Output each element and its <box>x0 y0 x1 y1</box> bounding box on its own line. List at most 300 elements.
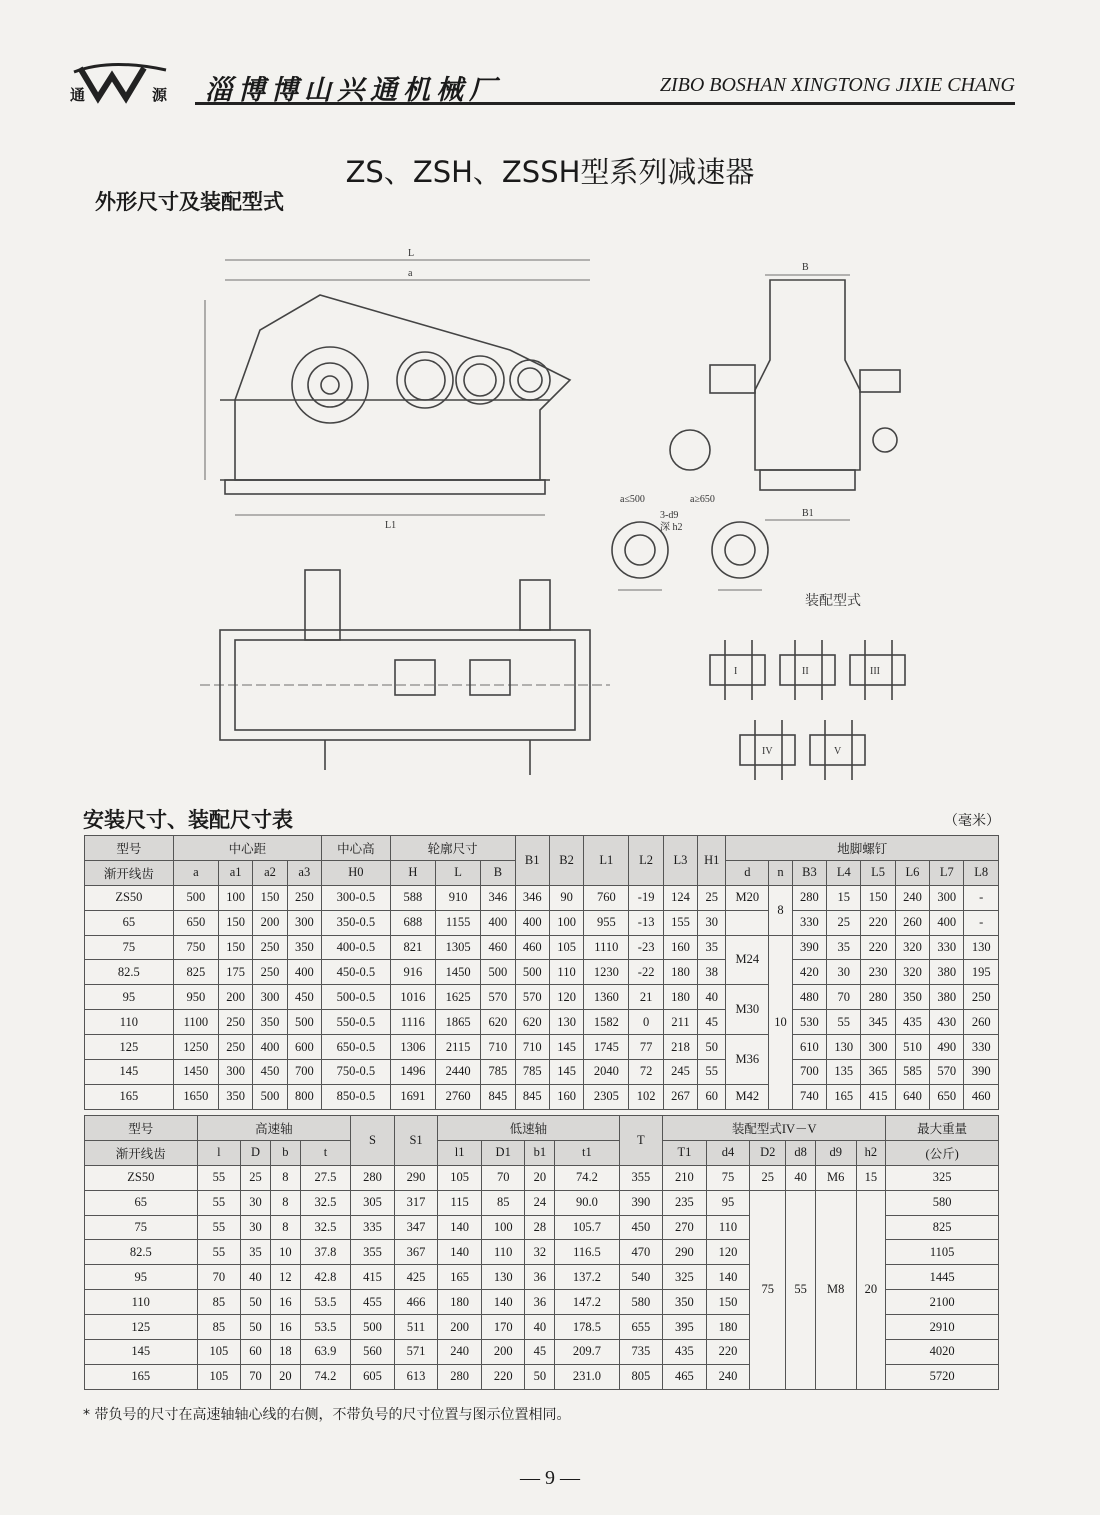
table-cell: 220 <box>481 1364 525 1389</box>
table-cell: -22 <box>629 960 663 985</box>
table-cell: 180 <box>706 1315 750 1340</box>
table-cell: 916 <box>390 960 435 985</box>
table-cell: 250 <box>287 885 321 910</box>
table-cell: 55 <box>786 1190 816 1389</box>
table-cell: 270 <box>663 1215 707 1240</box>
table-cell: 211 <box>663 1010 697 1035</box>
table-cell: 37.8 <box>300 1240 350 1265</box>
header-high-speed-shaft: 高速轴 <box>197 1116 351 1141</box>
table-cell: 16 <box>270 1315 300 1340</box>
table-cell: 710 <box>515 1035 549 1060</box>
table-cell: 165 <box>827 1084 861 1109</box>
table-cell: 335 <box>351 1215 395 1240</box>
table-cell: 1625 <box>435 985 480 1010</box>
table-cell: 2440 <box>435 1060 480 1085</box>
table-cell: 1745 <box>584 1035 629 1060</box>
table-cell: 45 <box>525 1340 555 1365</box>
table-cell: 180 <box>663 960 697 985</box>
table-cell: 550-0.5 <box>321 1010 390 1035</box>
table-cell: 85 <box>197 1315 241 1340</box>
table-cell: 55 <box>197 1165 241 1190</box>
subheader-cell: t1 <box>555 1140 619 1165</box>
table-cell: 260 <box>964 1010 999 1035</box>
front-view <box>205 260 590 515</box>
table-cell: 36 <box>525 1290 555 1315</box>
table-cell: 8 <box>769 885 792 935</box>
table-cell: 100 <box>218 885 252 910</box>
table-cell: 125 <box>85 1035 174 1060</box>
table-cell: 230 <box>861 960 895 985</box>
table-cell: 10 <box>270 1240 300 1265</box>
table-cell: 72 <box>629 1060 663 1085</box>
table-cell: 110 <box>706 1215 750 1240</box>
table-cell <box>726 910 769 935</box>
table-row <box>85 985 999 1010</box>
header-L2: L2 <box>629 836 663 886</box>
table-cell: 260 <box>895 910 929 935</box>
subheader-cell: H <box>390 860 435 885</box>
svg-text:L: L <box>408 248 415 259</box>
table-cell: 32 <box>525 1240 555 1265</box>
table-cell: 220 <box>861 910 895 935</box>
table-cell: 345 <box>861 1010 895 1035</box>
table-cell: 1230 <box>584 960 629 985</box>
table-cell: 210 <box>663 1165 707 1190</box>
table-cell: 18 <box>270 1340 300 1365</box>
mount-type-5: V <box>834 746 842 757</box>
table-cell: 325 <box>886 1165 999 1190</box>
table-cell: 300 <box>253 985 287 1010</box>
table-cell: 1650 <box>173 1084 218 1109</box>
table-cell: 120 <box>549 985 583 1010</box>
table-cell: 250 <box>964 985 999 1010</box>
table-cell: 25 <box>698 885 726 910</box>
table-cell: 613 <box>394 1364 438 1389</box>
table-cell: 605 <box>351 1364 395 1389</box>
table-cell: 100 <box>549 910 583 935</box>
mount-type-3: III <box>870 666 880 677</box>
table-cell: 74.2 <box>555 1165 619 1190</box>
table-cell: 53.5 <box>300 1315 350 1340</box>
header-L3: L3 <box>663 836 697 886</box>
table-cell: - <box>964 885 999 910</box>
table-cell: 36 <box>525 1265 555 1290</box>
table-cell: 540 <box>619 1265 663 1290</box>
table-cell: 250 <box>218 1035 252 1060</box>
table-cell: 400 <box>287 960 321 985</box>
company-logo-icon <box>70 62 190 108</box>
table-cell: 35 <box>698 935 726 960</box>
table-cell: 8 <box>270 1190 300 1215</box>
table-cell: 2305 <box>584 1084 629 1109</box>
mounting-types <box>710 640 905 780</box>
table-cell: 500 <box>173 885 218 910</box>
table-cell: 300 <box>930 885 964 910</box>
table-cell: 231.0 <box>555 1364 619 1389</box>
mount-type-4: IV <box>762 746 773 757</box>
table-cell: 347 <box>394 1215 438 1240</box>
table-cell: 455 <box>351 1290 395 1315</box>
plan-view <box>200 570 610 775</box>
table-cell: M42 <box>726 1084 769 1109</box>
table-cell: 170 <box>481 1315 525 1340</box>
table-cell: 435 <box>895 1010 929 1035</box>
header-S: S <box>351 1116 395 1166</box>
table-cell: 180 <box>663 985 697 1010</box>
table-cell: 620 <box>481 1010 515 1035</box>
table-cell: 415 <box>861 1084 895 1109</box>
table-cell: 105 <box>197 1340 241 1365</box>
table-cell: 600 <box>287 1035 321 1060</box>
table-cell: 209.7 <box>555 1340 619 1365</box>
table-cell: 688 <box>390 910 435 935</box>
subheader-cell: L8 <box>964 860 999 885</box>
table-cell: 346 <box>515 885 549 910</box>
table-cell: 1306 <box>390 1035 435 1060</box>
table-cell: 460 <box>964 1084 999 1109</box>
table-cell: 845 <box>481 1084 515 1109</box>
table-cell: 500 <box>351 1315 395 1340</box>
subheader-cell: D1 <box>481 1140 525 1165</box>
table-cell: 60 <box>241 1340 271 1365</box>
table-row <box>85 1060 999 1085</box>
table-cell: 32.5 <box>300 1215 350 1240</box>
table-cell: 195 <box>964 960 999 985</box>
table-cell: 511 <box>394 1315 438 1340</box>
table-cell: 30 <box>241 1215 271 1240</box>
table-cell: 42.8 <box>300 1265 350 1290</box>
label-depth: 深 h2 <box>660 522 683 533</box>
table-cell: 350 <box>253 1010 287 1035</box>
table-cell: 480 <box>792 985 826 1010</box>
table-cell: 350-0.5 <box>321 910 390 935</box>
table-cell: 5720 <box>886 1364 999 1389</box>
table-cell: ZS50 <box>85 885 174 910</box>
table-cell: 390 <box>792 935 826 960</box>
table-cell: 710 <box>481 1035 515 1060</box>
subheader-cell: d4 <box>706 1140 750 1165</box>
table-cell: 1496 <box>390 1060 435 1085</box>
table-cell: 90 <box>549 885 583 910</box>
table-cell: M8 <box>815 1190 856 1389</box>
table-cell: 75 <box>706 1165 750 1190</box>
table-cell: 1105 <box>886 1240 999 1265</box>
table-cell: 200 <box>253 910 287 935</box>
table-cell: 620 <box>515 1010 549 1035</box>
table-cell: 250 <box>218 1010 252 1035</box>
table-cell: 140 <box>438 1215 482 1240</box>
table-cell: 220 <box>706 1340 750 1365</box>
table-cell: 165 <box>85 1084 174 1109</box>
table-row <box>85 1165 999 1190</box>
table-cell: 785 <box>515 1060 549 1085</box>
svg-text:B1: B1 <box>802 508 814 519</box>
table-cell: 450 <box>287 985 321 1010</box>
table-cell: 30 <box>827 960 861 985</box>
table-cell: 2910 <box>886 1315 999 1340</box>
table-cell: 350 <box>287 935 321 960</box>
table-cell: 60 <box>698 1084 726 1109</box>
table-cell: 140 <box>706 1265 750 1290</box>
table-cell: 460 <box>481 935 515 960</box>
table-cell: 955 <box>584 910 629 935</box>
table-cell: 55 <box>698 1060 726 1085</box>
table-cell: 70 <box>481 1165 525 1190</box>
table-cell: 235 <box>663 1190 707 1215</box>
table-cell: 75 <box>85 1215 198 1240</box>
subheader-cell: b <box>270 1140 300 1165</box>
table-cell: 150 <box>218 935 252 960</box>
table-cell: 750 <box>173 935 218 960</box>
subheader-cell: L <box>435 860 480 885</box>
table-cell: 74.2 <box>300 1364 350 1389</box>
header-S1: S1 <box>394 1116 438 1166</box>
table-cell: 280 <box>351 1165 395 1190</box>
table-cell: 10 <box>769 935 792 1109</box>
technical-drawing <box>180 240 1010 790</box>
table-cell: 400-0.5 <box>321 935 390 960</box>
table-cell: 50 <box>525 1364 555 1389</box>
table-cell: 178.5 <box>555 1315 619 1340</box>
table-cell: 267 <box>663 1084 697 1109</box>
table-cell: 735 <box>619 1340 663 1365</box>
table-cell: 155 <box>663 910 697 935</box>
table-cell: 760 <box>584 885 629 910</box>
table-cell: 8 <box>270 1215 300 1240</box>
table-cell: 821 <box>390 935 435 960</box>
header-gear: 渐开线齿 <box>85 860 174 885</box>
table-cell: 390 <box>964 1060 999 1085</box>
table-title: 安装尺寸、装配尺寸表 <box>83 808 293 832</box>
table-cell: 75 <box>85 935 174 960</box>
table-cell: -19 <box>629 885 663 910</box>
table-cell: 28 <box>525 1215 555 1240</box>
table-cell: 250 <box>253 960 287 985</box>
subheader-cell: (公斤) <box>886 1140 999 1165</box>
table-row <box>85 960 999 985</box>
header-center-distance: 中心距 <box>173 836 321 861</box>
table-cell: 70 <box>241 1364 271 1389</box>
table-cell: 1016 <box>390 985 435 1010</box>
table-cell: 650-0.5 <box>321 1035 390 1060</box>
table-cell: 95 <box>85 1265 198 1290</box>
table-cell: 218 <box>663 1035 697 1060</box>
page-header <box>70 62 1015 110</box>
label-a-small: a≤500 <box>620 494 645 505</box>
table-cell: 15 <box>827 885 861 910</box>
table-cell: 150 <box>218 910 252 935</box>
table-cell: 750-0.5 <box>321 1060 390 1085</box>
table-cell: 250 <box>253 935 287 960</box>
table-cell: 430 <box>930 1010 964 1035</box>
mount-type-1: I <box>734 666 738 677</box>
table-cell: 325 <box>663 1265 707 1290</box>
table-cell: 65 <box>85 910 174 935</box>
header-model: 型号 <box>85 836 174 861</box>
table-cell: 290 <box>663 1240 707 1265</box>
table-cell: 240 <box>895 885 929 910</box>
table-cell: 1445 <box>886 1265 999 1290</box>
table-cell: 500-0.5 <box>321 985 390 1010</box>
table-cell: 1110 <box>584 935 629 960</box>
table-cell: 30 <box>698 910 726 935</box>
table-cell: 55 <box>197 1240 241 1265</box>
table-cell: -23 <box>629 935 663 960</box>
table-cell: 102 <box>629 1084 663 1109</box>
table-cell: 280 <box>792 885 826 910</box>
table-cell: - <box>964 910 999 935</box>
table-cell: 77 <box>629 1035 663 1060</box>
table-row <box>85 885 999 910</box>
table-cell: 350 <box>663 1290 707 1315</box>
table-cell: 120 <box>706 1240 750 1265</box>
logo-left-char: 通 <box>70 86 86 104</box>
company-name-cn: 淄博博山兴通机械厂 <box>205 75 502 106</box>
table-cell: 20 <box>525 1165 555 1190</box>
table-cell: 40 <box>241 1265 271 1290</box>
subheader-cell: a2 <box>253 860 287 885</box>
table-cell: 25 <box>827 910 861 935</box>
table-cell: 825 <box>173 960 218 985</box>
table-cell: 305 <box>351 1190 395 1215</box>
table-cell: 12 <box>270 1265 300 1290</box>
table-cell: 200 <box>481 1340 525 1365</box>
table-cell: 390 <box>619 1190 663 1215</box>
table-cell: 450 <box>619 1215 663 1240</box>
table-cell: 145 <box>85 1060 174 1085</box>
table-cell: 65 <box>85 1190 198 1215</box>
table-cell: 200 <box>218 985 252 1010</box>
subheader-cell: D2 <box>750 1140 786 1165</box>
table-cell: 510 <box>895 1035 929 1060</box>
table-cell: 280 <box>861 985 895 1010</box>
table-cell: 355 <box>351 1240 395 1265</box>
table-cell: 150 <box>706 1290 750 1315</box>
section-subtitle: 外形尺寸及装配型式 <box>95 190 284 214</box>
table-cell: 63.9 <box>300 1340 350 1365</box>
subheader-cell: L7 <box>930 860 964 885</box>
subheader-cell: a3 <box>287 860 321 885</box>
header-H1: H1 <box>698 836 726 886</box>
table-header-row <box>85 836 999 861</box>
table-cell: 435 <box>663 1340 707 1365</box>
table-cell: 50 <box>698 1035 726 1060</box>
table-cell: 380 <box>930 960 964 985</box>
table-cell: 140 <box>481 1290 525 1315</box>
table-cell: 55 <box>197 1215 241 1240</box>
table-cell: 580 <box>886 1190 999 1215</box>
subheader-cell: L5 <box>861 860 895 885</box>
table-cell: 560 <box>351 1340 395 1365</box>
table-cell: 145 <box>549 1035 583 1060</box>
table-cell: 355 <box>619 1165 663 1190</box>
table-cell: 300 <box>287 910 321 935</box>
table-header-row <box>85 1116 999 1141</box>
table-cell: 137.2 <box>555 1265 619 1290</box>
table-cell: 640 <box>895 1084 929 1109</box>
table-cell: 580 <box>619 1290 663 1315</box>
table-cell: 400 <box>253 1035 287 1060</box>
table-cell: 30 <box>241 1190 271 1215</box>
subheader-cell: d <box>726 860 769 885</box>
footnote: * 带负号的尺寸在高速轴轴心线的右侧，不带负号的尺寸位置与图示位置相同。 <box>83 1407 571 1423</box>
table-cell: 70 <box>827 985 861 1010</box>
table-cell: 380 <box>930 985 964 1010</box>
subheader-cell: t <box>300 1140 350 1165</box>
table-cell: 2040 <box>584 1060 629 1085</box>
table-cell: 570 <box>515 985 549 1010</box>
label-bolt: 3-d9 <box>660 510 679 521</box>
table-cell: 910 <box>435 885 480 910</box>
page-title: ZS、ZSH、ZSSH型系列减速器 <box>345 155 755 189</box>
table-cell: 115 <box>438 1190 482 1215</box>
table-cell: 95 <box>85 985 174 1010</box>
table-cell: 610 <box>792 1035 826 1060</box>
flange-details <box>612 522 768 590</box>
table-cell: 300 <box>861 1035 895 1060</box>
table-cell: 1116 <box>390 1010 435 1035</box>
table-cell: 53.5 <box>300 1290 350 1315</box>
table-cell: 130 <box>827 1035 861 1060</box>
table-cell: 450 <box>253 1060 287 1085</box>
table-cell: 55 <box>827 1010 861 1035</box>
table-cell: 290 <box>394 1165 438 1190</box>
table-cell: 160 <box>549 1084 583 1109</box>
table-cell: 40 <box>786 1165 816 1190</box>
table-cell: M24 <box>726 935 769 985</box>
table-cell: 450-0.5 <box>321 960 390 985</box>
table-cell: 1450 <box>435 960 480 985</box>
table-cell: 950 <box>173 985 218 1010</box>
table-cell: 330 <box>964 1035 999 1060</box>
company-name-en: ZIBO BOSHAN XINGTONG JIXIE CHANG <box>659 74 1015 96</box>
table-cell: 655 <box>619 1315 663 1340</box>
subheader-cell: T1 <box>663 1140 707 1165</box>
table-cell: 25 <box>750 1165 786 1190</box>
subheader-cell: L4 <box>827 860 861 885</box>
table-cell: 490 <box>930 1035 964 1060</box>
table-cell: M36 <box>726 1035 769 1085</box>
table-cell: 124 <box>663 885 697 910</box>
table-cell: M30 <box>726 985 769 1035</box>
header-model: 型号 <box>85 1116 198 1141</box>
svg-text:L1: L1 <box>385 520 397 531</box>
table-cell: 20 <box>856 1190 886 1389</box>
table-cell: 220 <box>861 935 895 960</box>
table-cell: 82.5 <box>85 1240 198 1265</box>
assembly-dimension-table <box>84 1115 999 1390</box>
table-cell: 571 <box>394 1340 438 1365</box>
table-cell: 55 <box>197 1190 241 1215</box>
table-cell: 85 <box>481 1190 525 1215</box>
table-cell: 180 <box>438 1290 482 1315</box>
table-cell: M20 <box>726 885 769 910</box>
table-cell: 21 <box>629 985 663 1010</box>
table-cell: 4020 <box>886 1340 999 1365</box>
table-cell: 40 <box>698 985 726 1010</box>
table-cell: 35 <box>241 1240 271 1265</box>
table-cell: -13 <box>629 910 663 935</box>
table-cell: M6 <box>815 1165 856 1190</box>
table-cell: 1691 <box>390 1084 435 1109</box>
subheader-cell: l <box>197 1140 241 1165</box>
table-cell: 650 <box>173 910 218 935</box>
table-cell: 40 <box>525 1315 555 1340</box>
svg-text:B: B <box>802 262 809 273</box>
table-cell: 90.0 <box>555 1190 619 1215</box>
table-cell: 300 <box>218 1060 252 1085</box>
table-cell: 165 <box>438 1265 482 1290</box>
